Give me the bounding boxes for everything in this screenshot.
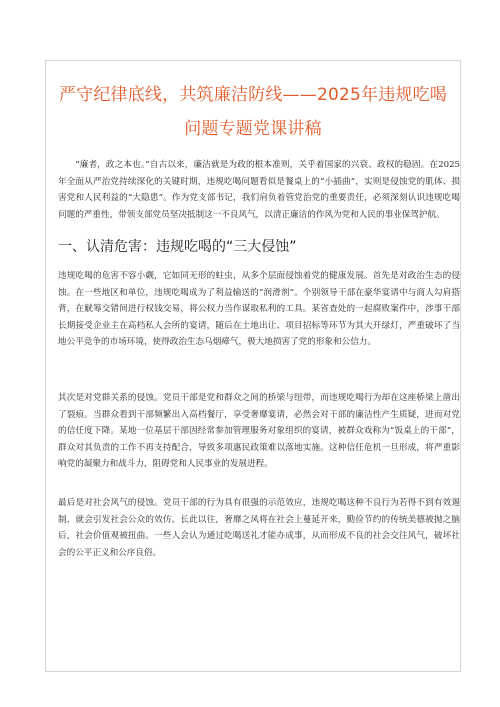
document-page bbox=[45, 60, 461, 672]
section-heading: 一、认清危害：违规吃喝的“三大侵蚀” bbox=[58, 239, 297, 255]
document-title: 严守纪律底线，共筑廉洁防线——2025年违规吃喝问题专题党课讲稿 bbox=[58, 85, 448, 139]
body-paragraph-relations: 其次是对党群关系的侵蚀。党员干部是党和群众之间的桥梁与纽带，而违规吃喝行为却在这座桥梁上凿出了裂痕。当群众看到干部频繁出入高档餐厅，享受奢靡宴请，必然会对干部的廉洁性产生质疑，进而对党的信任度下降。某地一位基层干部因经常参加管理服务对象组织的宴请，被群众戏称为“饭桌上的干部”，群众对其负责的工作不再支持配合，导致多项惠民政策难以落地实施。这种信任危机一旦形成，将严重影响党的凝聚力和战斗力，阻碍党和人民事业的发展进程。 bbox=[58, 393, 460, 470]
intro-paragraph: “廉者，政之本也。”自古以来，廉洁就是为政的根本准则，关乎着国家的兴衰、政权的稳固。在2025年全面从严治党持续深化的关键时期，违规吃喝问题看似是餐桌上的“小插曲”，实则是侵蚀党的肌体、损害党和人民利益的“大隐患”。作为党支部书记，我们肩负着管党治党的重要责任，必须深刻认识违规吃喝问题的严重性，带领支部党员坚决抵制这一不良风气，以清正廉洁的作风为党和人民的事业保驾护航。 bbox=[58, 160, 460, 220]
body-paragraph-social: 最后是对社会风气的侵蚀。党员干部的行为具有很强的示范效应，违规吃喝这种不良行为若得不到有效遏制，就会引发社会公众的效仿。长此以往，奢靡之风将在社会上蔓延开来，勤俭节约的传统美德被抛之脑后，社会价值观被扭曲。一些人会认为通过吃喝送礼才能办成事，从而形成不良的社会交往风气，破坏社会的公平正义和公序良俗。 bbox=[58, 498, 460, 558]
body-paragraph-political: 违规吃喝的危害不容小觑，它如同无形的蛀虫，从多个层面侵蚀着党的健康发展。首先是对政治生态的侵蚀。在一些地区和单位，违规吃喝成为了利益输送的“润滑剂”。个别领导干部在豪华宴请中与商人勾肩搭背，在觥筹交错间进行权钱交易，将公权力当作谋取私利的工具。某省查处的一起腐败案件中，涉事干部长期接受企业主在高档私人会所的宴请，随后在土地出让、项目招标等环节为其大开绿灯，严重破坏了当地公平竞争的市场环境，使得政治生态乌烟瘴气，极大地损害了党的形象和公信力。 bbox=[58, 271, 460, 348]
